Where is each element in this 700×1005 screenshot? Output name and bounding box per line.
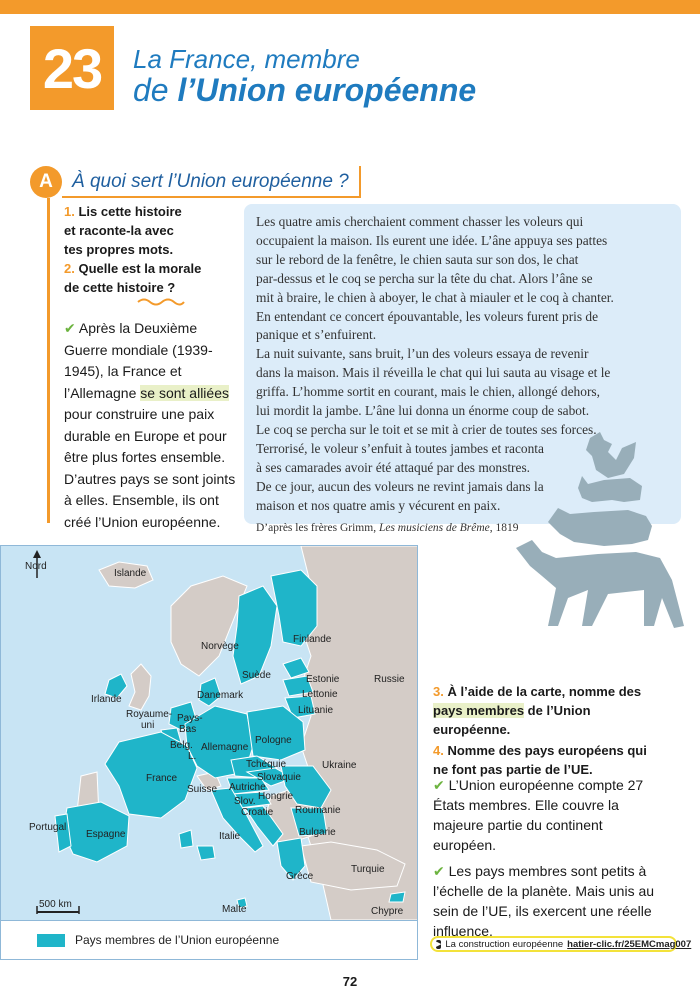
section-title: À quoi sert l’Union européenne ? (62, 166, 361, 198)
map-label-france: France (146, 773, 178, 784)
story-line: La nuit suivante, sans bruit, l’un des voleurs essaya de revenir (256, 346, 589, 362)
info-note-1 (64, 318, 240, 533)
map-label-lettonie: Lettonie (302, 689, 338, 700)
story-line: En entendant ce concert épouvantable, les voleurs furent pris de (256, 308, 599, 324)
map-label-malte: Malte (222, 904, 247, 915)
map-label-chypre: Chypre (371, 906, 404, 917)
question-4 (433, 741, 663, 779)
note-text: Après la Deuxième Guerre mondiale (1939-1945), la France et l’Allemagne (64, 320, 213, 401)
map-label-tchequie: Tchéquie (246, 759, 287, 770)
map-label-slovaquie: Slovaquie (257, 772, 301, 783)
check-icon: ✔ (433, 863, 445, 879)
questions-a (64, 202, 234, 297)
map-label-turquie: Turquie (351, 864, 385, 875)
story-line: Les quatre amis cherchaient comment chasser les voleurs qui (256, 214, 584, 229)
note-text: pour construire une paix durable en Europe et pour être plus fortes ensemble. D’autres pays se sont joints à elles. Ensemble, ils ont créé l’Union européenne. (64, 406, 236, 530)
source-suffix: , 1819 (489, 521, 519, 534)
title-prefix: de (133, 72, 178, 108)
check-icon: ✔ (433, 777, 445, 793)
map-label-roumanie: Roumanie (295, 805, 341, 816)
map-label-autriche: Autriche (229, 782, 266, 793)
map-label-suisse: Suisse (187, 784, 218, 795)
story-line: dans la maison. Mais il réveilla le chat qui lui sauta au visage et le (256, 365, 611, 381)
page-number: 72 (342, 974, 358, 989)
question-text: de l’Union européenne. (433, 703, 591, 737)
map-label-islande: Islande (114, 568, 147, 579)
legend-label: Pays membres de l’Union européenne (75, 933, 280, 947)
story-line: à ses camarades avoir été attaqué par des monstres. (256, 459, 531, 475)
map-label-ukraine: Ukraine (322, 760, 357, 771)
map-label-portugal: Portugal (29, 822, 67, 833)
lesson-number: 23 (42, 36, 102, 100)
map-label-danemark: Danemark (197, 690, 244, 701)
question-text: Nomme des pays européens qui ne font pas partie de l’UE. (433, 743, 647, 777)
map-label-espagne: Espagne (86, 829, 126, 840)
top-bar (0, 0, 700, 14)
map-label-allemagne: Allemagne (201, 742, 249, 753)
question-text: Quelle est la morale (78, 261, 202, 276)
question-text: À l’aide de la carte, nomme des (447, 684, 642, 699)
map-label-estonie: Estonie (306, 674, 340, 685)
link-url[interactable]: hatier-clic.fr/25EMCmag007 (567, 938, 692, 950)
map-label-pologne: Pologne (255, 735, 292, 746)
page-title-line2 (133, 72, 476, 109)
story-line: lui mordit la jambe. L’âne lui donna un énorme coup de sabot. (256, 403, 590, 419)
story-line: griffa. L’homme sortit en courant, mais le chien, allongé dehors, (256, 384, 600, 400)
question-number: 3. (433, 684, 444, 699)
map-label-belgique: Belg. (170, 740, 193, 751)
map-label-pays-bas-2: Bas (179, 724, 197, 735)
legend-swatch (37, 934, 65, 947)
question-text: tes propres mots. (64, 242, 174, 257)
squiggle-decoration (136, 296, 186, 306)
lesson-number-badge (30, 26, 114, 110)
note-paragraph (433, 861, 663, 941)
question-number: 2. (64, 261, 75, 276)
map-label-slovenie: Slov. (234, 796, 256, 807)
map-label-finlande: Finlande (293, 634, 332, 645)
source-prefix: D’après les frères Grimm, (256, 521, 379, 534)
map-label-italie: Italie (219, 831, 241, 842)
map-label-lituanie: Lituanie (298, 705, 334, 716)
map-label-hongrie: Hongrie (258, 791, 294, 802)
map-label-royaume-uni-1: Royaume- (126, 709, 173, 720)
question-3 (433, 682, 663, 739)
map-label-suede: Suède (242, 670, 271, 681)
note-text: L’Union européenne compte 27 États membres. Elle couvre la majeure partie du continent européen. (433, 777, 644, 853)
map-label-luxembourg: L. (188, 751, 197, 762)
story-line: Le coq se percha sur le toit et se mit à crier de toutes ses forces. (256, 421, 597, 437)
question-number: 1. (64, 204, 75, 219)
map-legend (1, 920, 418, 960)
map-label-norvege: Norvège (201, 641, 239, 652)
map-label-russie: Russie (374, 674, 405, 685)
section-letter: A (30, 166, 62, 198)
map-label-croatie: Croatie (241, 807, 274, 818)
question-highlight: pays membres (433, 703, 525, 718)
map-label-grece: Grèce (286, 871, 314, 882)
bremen-musicians-illustration (512, 430, 697, 640)
map-label-pays-bas-1: Pays- (177, 713, 203, 724)
map-label-bulgarie: Bulgarie (299, 827, 336, 838)
questions-b (433, 682, 663, 779)
question-text: Lis cette histoire (78, 204, 182, 219)
note-text: Les pays membres sont petits à l’échelle de la planète. Mais unis au sein de l’UE, ils exercent une réelle influence. (433, 863, 655, 939)
story-line: maison et nos quatre amis y vécurent en paix. (256, 497, 501, 513)
link-label: La construction européenne (445, 938, 564, 950)
story-line: sur le rebord de la fenêtre, le chien sauta sur son dos, le chat (256, 251, 579, 267)
story-line: De ce jour, aucun des voleurs ne revint jamais dans la (256, 478, 544, 494)
map-label-royaume-uni-2: uni (141, 720, 155, 731)
story-line: mit à braire, le chien à aboyer, le chat à miauler et le coq à chanter. (256, 289, 614, 305)
page-title-line1: La France, membre (133, 44, 360, 74)
europe-map (0, 545, 418, 960)
question-number: 4. (433, 743, 444, 758)
section-rule (47, 198, 50, 523)
note-highlight: se sont alliées (140, 384, 229, 401)
video-icon: ▶ (436, 941, 442, 948)
title-main: l’Union européenne (177, 72, 477, 108)
story-line: occupaient la maison. Ils eurent une idée. L’âne appuya ses pattes (256, 232, 608, 248)
info-note-2 (433, 775, 663, 947)
story-line: Terrorisé, le voleur s’enfuit à toutes jambes et raconta (256, 440, 544, 456)
story-line: panique et s’enfuirent. (256, 327, 377, 343)
map-label-irlande: Irlande (91, 694, 122, 705)
question-text: et raconte-la avec (64, 223, 174, 238)
map-label-north: Nord (25, 561, 47, 572)
question-1 (64, 202, 234, 259)
note-paragraph (433, 775, 663, 855)
check-icon: ✔ (64, 320, 76, 336)
resource-link[interactable] (430, 936, 692, 952)
source-title: Les musiciens de Brême (378, 521, 490, 534)
question-text: de cette histoire ? (64, 280, 176, 295)
scale-label: 500 km (39, 899, 72, 910)
question-2 (64, 259, 234, 297)
story-line: par-dessus et le coq se percha sur la tête du chat. Alors l’âne se (256, 270, 593, 286)
